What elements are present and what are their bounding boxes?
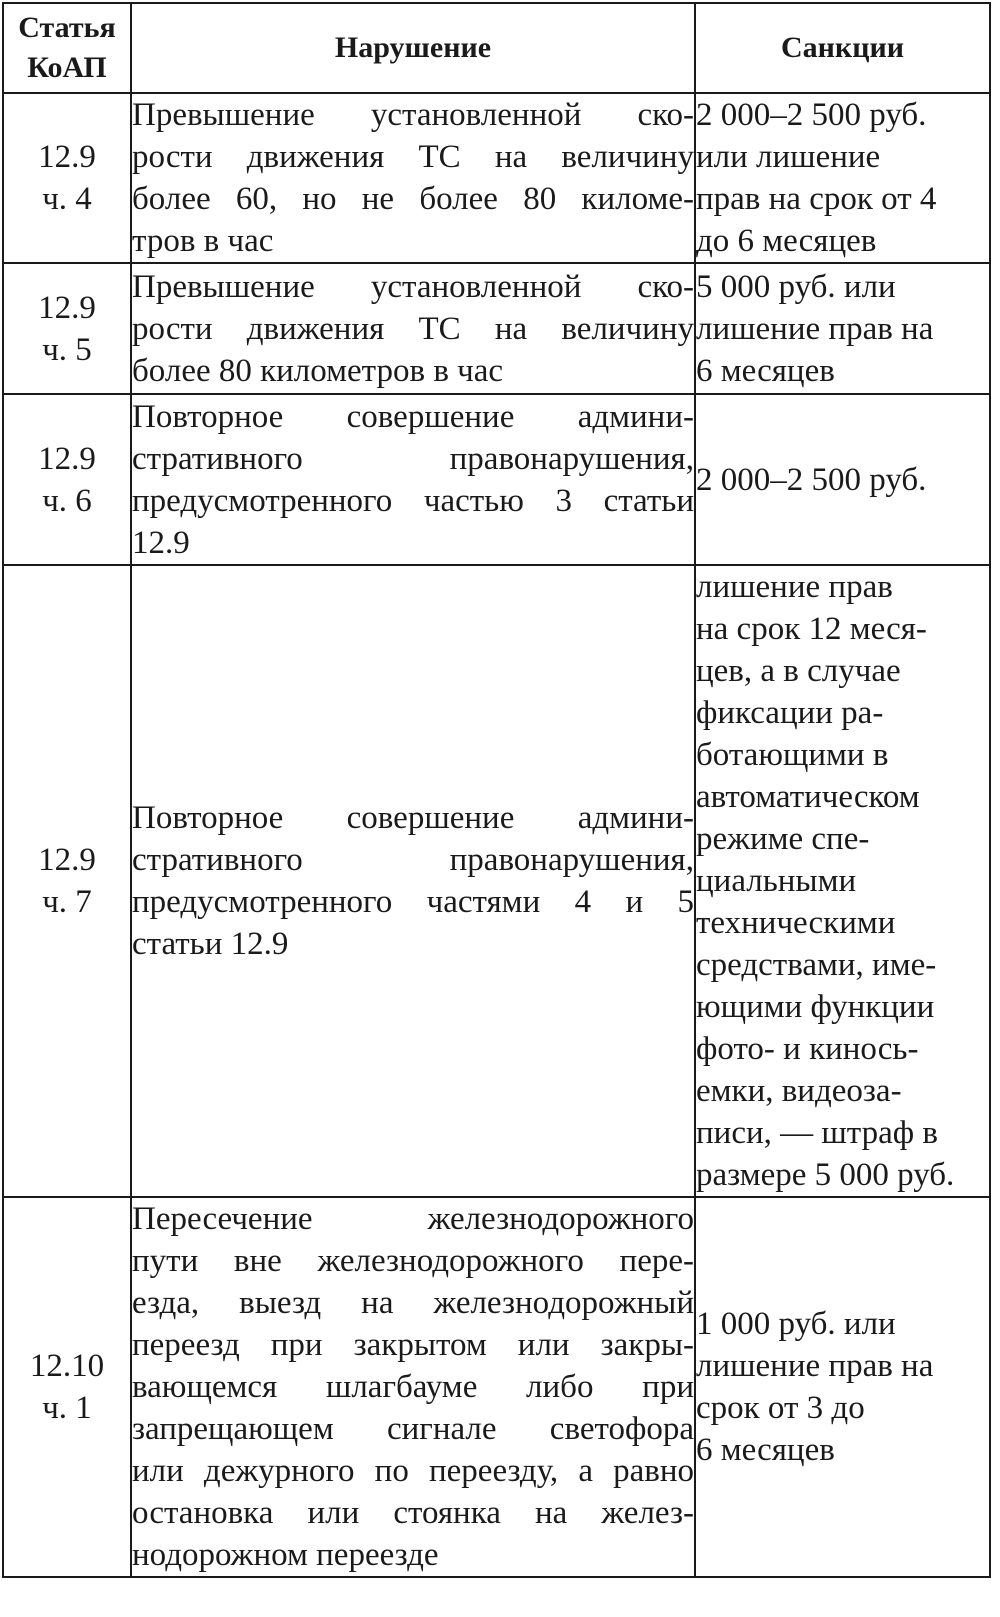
article-cell <box>3 1197 131 1577</box>
article-cell <box>3 565 131 1197</box>
article-number: 12.9 <box>38 842 96 878</box>
sanctions-line: 6 месяцев <box>696 1432 835 1468</box>
violation-line: езда, выезд на железнодорожный <box>132 1285 694 1321</box>
header-article <box>3 3 131 93</box>
violation-line: пути вне железнодорожного пере- <box>132 1243 694 1279</box>
sanctions-line: 2 000–2 500 руб. <box>696 97 927 133</box>
violation-line: стративного правонарушения, <box>132 842 694 878</box>
violation-line: рости движения ТС на величину <box>132 310 694 347</box>
sanctions-line: прав на срок от 4 <box>696 181 937 217</box>
table-row <box>3 565 990 1197</box>
sanctions-line: 5 000 руб. или <box>696 268 896 305</box>
sanctions-line: фиксации ра- <box>696 695 884 731</box>
violation-cell <box>131 394 695 565</box>
sanctions-cell <box>695 565 990 1197</box>
violation-line: Пересечение железнодорожного <box>132 1201 694 1237</box>
article-part: ч. 7 <box>42 884 92 920</box>
violation-line: стративного правонарушения, <box>132 440 694 477</box>
header-article-line: Статья <box>18 11 116 44</box>
violation-line: переезд при закрытом или закры- <box>132 1327 694 1363</box>
violation-line: более 60, но не более 80 киломе- <box>132 181 694 217</box>
sanctions-line: срок от 3 до <box>696 1390 865 1426</box>
article-number: 12.9 <box>38 289 96 326</box>
sanctions-cell <box>695 93 990 263</box>
sanctions-line: писи, — штраф в <box>696 1115 938 1151</box>
sanctions-line: режиме спе- <box>696 821 870 857</box>
violation-line: предусмотренного частью 3 статьи <box>132 482 694 519</box>
article-part: ч. 6 <box>42 482 92 519</box>
sanctions-line: размере 5 000 руб. <box>696 1157 955 1193</box>
table-row <box>3 263 990 394</box>
sanctions-line: автоматическом <box>696 779 920 815</box>
sanctions-line: лишение прав <box>696 569 893 605</box>
sanctions-line: 1 000 руб. или <box>696 1306 896 1342</box>
sanctions-line: лишение прав на <box>696 1348 934 1384</box>
sanctions-cell <box>695 263 990 394</box>
violation-line: или дежурного по переезду, а равно <box>132 1453 694 1489</box>
violation-line: Повторное совершение админи- <box>132 398 694 435</box>
sanctions-cell <box>695 394 990 565</box>
sanctions-line: лишение прав на <box>696 310 934 347</box>
header-article-line: КоАП <box>27 51 107 84</box>
sanctions-line: ботающими в <box>696 737 889 773</box>
sanctions-table <box>2 2 991 1578</box>
article-cell <box>3 93 131 263</box>
sanctions-line: 6 месяцев <box>696 352 835 389</box>
table-header-row <box>3 3 990 93</box>
sanctions-line: техническими <box>696 905 896 941</box>
article-part: ч. 5 <box>42 331 92 368</box>
sanctions-line: циальными <box>696 863 857 899</box>
header-violation: Нарушение <box>131 3 695 93</box>
violation-cell <box>131 263 695 394</box>
violation-line: остановка или стоянка на желез- <box>132 1495 694 1531</box>
violation-line: 12.9 <box>132 524 190 561</box>
sanctions-cell <box>695 1197 990 1577</box>
article-part: ч. 4 <box>42 181 92 217</box>
header-sanctions: Санкции <box>695 3 990 93</box>
article-number: 12.10 <box>29 1348 105 1384</box>
sanctions-line: фото- и кинось- <box>696 1031 919 1067</box>
violation-line: Повторное совершение админи- <box>132 800 694 836</box>
article-number: 12.9 <box>38 440 96 477</box>
article-cell <box>3 263 131 394</box>
table-row <box>3 394 990 565</box>
violation-line: Превышение установленной ско- <box>132 268 694 305</box>
table-row <box>3 1197 990 1577</box>
table-row <box>3 93 990 263</box>
violation-cell <box>131 1197 695 1577</box>
violation-line: тров в час <box>132 223 274 259</box>
sanctions-line: цев, а в случае <box>696 653 901 689</box>
sanctions-line: или лишение <box>696 139 881 175</box>
violation-line: Превышение установленной ско- <box>132 97 694 133</box>
sanctions-line: до 6 месяцев <box>696 223 877 259</box>
violation-line: вающемся шлагбауме либо при <box>132 1369 694 1405</box>
violation-line: рости движения ТС на величину <box>132 139 694 175</box>
sanctions-line: средствами, име- <box>696 947 937 983</box>
article-number: 12.9 <box>38 139 96 175</box>
sanctions-line: ющими функции <box>696 989 935 1025</box>
article-part: ч. 1 <box>42 1390 92 1426</box>
sanctions-line: 2 000–2 500 руб. <box>696 461 927 498</box>
violation-line: запрещающем сигнале светофора <box>132 1411 694 1447</box>
violation-line: более 80 километров в час <box>132 352 504 389</box>
violation-line: статьи 12.9 <box>132 926 289 962</box>
sanctions-line: емки, видеоза- <box>696 1073 902 1109</box>
violation-line: нодорожном переезде <box>132 1537 439 1573</box>
sanctions-line: на срок 12 меся- <box>696 611 927 647</box>
article-cell <box>3 394 131 565</box>
violation-cell <box>131 93 695 263</box>
violation-line: предусмотренного частями 4 и 5 <box>132 884 694 920</box>
violation-cell <box>131 565 695 1197</box>
